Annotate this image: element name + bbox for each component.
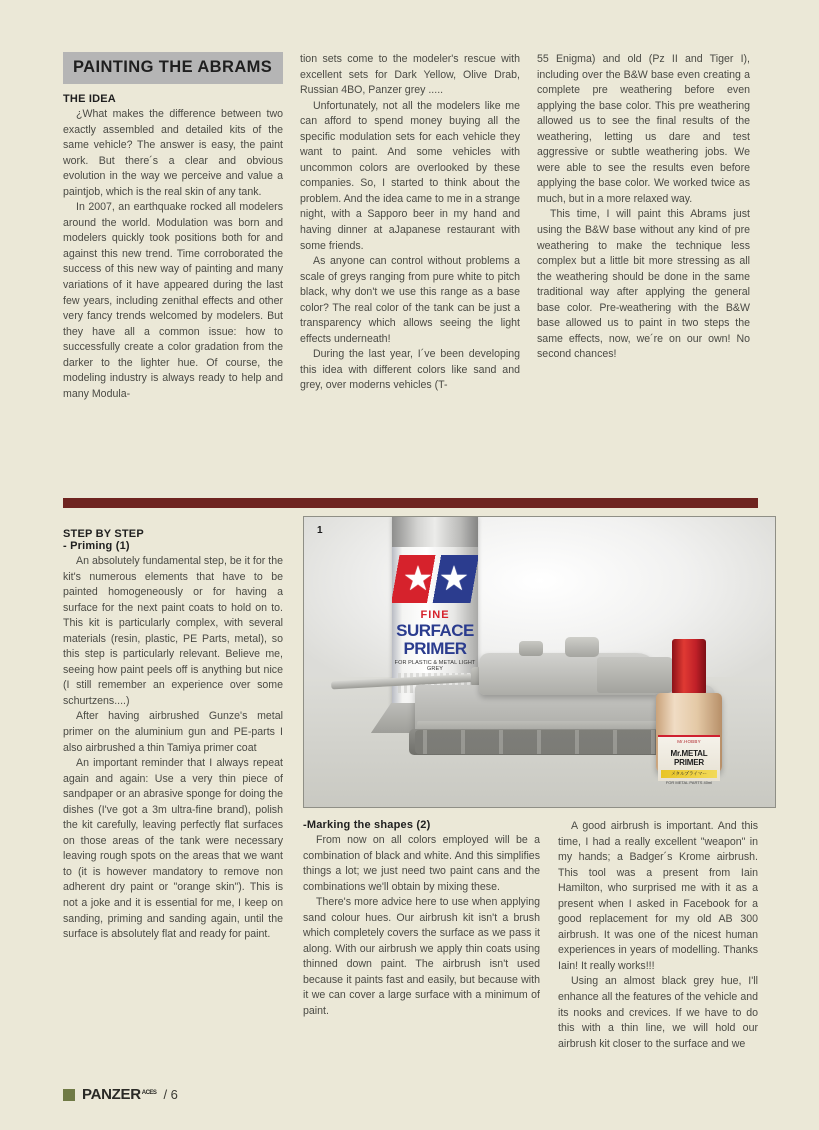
paragraph: From now on all colors employed will be a combination of black and white. And this simplifies things a lot; we just need two paint cans and the combinations we'll obtain by mixing these. [303,834,540,893]
bottle-yellow-strip [661,770,717,778]
paragraph: tion sets come to the modeler's rescue with excellent sets for Dark Yellow, Olive Drab, Russian 4BO, Panzer grey ..... [300,53,520,97]
article-top-block [63,52,758,402]
paragraph: Unfortunately, not all the modelers like me can afford to spend money buying all the specific modulation sets for each vehicle they want to paint. And some vehicles with uncommon colors are overlooked by these companies. So, I started to think about the problem. And the idea came to me in a strange night, with a Sapporo beer in my hand and having dinner at aJapanese restaurant with some friends. [300,99,520,252]
footer-brand [82,1086,156,1103]
section-divider [63,498,758,508]
paragraph: Using an almost black grey hue, I'll enhance all the features of the vehicle and its nooks and crevices. If we have to do this with a thin line, we will hold our airbrush kit closer to the surface and we [558,975,758,1050]
page-footer [63,1086,178,1103]
paragraph: There's more advice here to use when applying sand colour hues. Our airbrush kit isn't a brush which completely covers the surface as we pass it along. With our airbrush we apply thin coats using thinned down paint. The airbrush isn't used because it paints fast and easily, but because with it we can cover a large surface with a minimum of paint. [303,896,540,1018]
paragraph: A good airbrush is important. And this time, I had a really excellent "weapon" in my hands; a Badger´s Krome airbrush. This tool was a present from Iain Hamilton, who surprised me with it as a present when I asked in Facebook for a good replacement for my old AB 300 airbrush. It was one of the nicest human experiences in years of modelling. Thanks Iain! It really works!!! [558,820,758,972]
bottle-brand-text: Mr.HOBBY [677,739,701,744]
article-title-bar [63,52,283,84]
paragraph: This time, I will paint this Abrams just using the B&W base without any kind of pre weathering to make the technique less complex but a little bit more stressing as all the weathering should be done in the same traditional way after applying the general base color. Pre-weathering with the B&W base allowed us to paint in two steps the same effects, now, we´re on our own! No second chances! [537,208,750,361]
paragraph: 55 Enigma) and old (Pz II and Tiger I), including over the B&W base even creating a complete pre weathering before even applying the base color. This pre weathering allowed us to see the final results of the weathering, letting us dare and test aggressive or subtle weathering jobs. We were able to see the results even before applying the base color. We worked twice as much, but in a more relaxed way. [537,53,750,205]
page-title: PAINTING THE ABRAMS [73,58,273,76]
bottle-bottom-text: FOR METAL PARTS 40ml [665,780,713,785]
paragraph: An absolutely fundamental step, be it for the kit's numerous elements that have to be painted homogeneously or for having a surface for the next paint coats to hold on to. This kit is particularly complex, with several materials (resin, plastic, PE Parts, metal), so this step is particularly relevant. Believe me, seeing how paint peels off is anything but nice (I still remember an experience over some schurtzens....) [63,555,283,707]
paragraph: As anyone can control without problems a scale of greys ranging from pure white to pitch black, why don't we use this range as a base color? The real color of the tank can be just a transparency which allows seeing the light effects underneath! [300,255,520,345]
can-fine-text: FINE [420,609,450,621]
can-line2-text: PRIMER [403,639,467,658]
tamiya-star-graphic [392,555,478,603]
tank-commander-cupola [565,637,599,657]
can-line1-text: SURFACE [396,621,474,640]
bottle-body [656,693,722,785]
bottle-cap [672,639,706,695]
footer-brand-mark: ACES [141,1090,157,1096]
page-number: / 6 [163,1087,178,1102]
can-cap [392,516,478,548]
marking-shapes-column [303,819,540,1020]
paragraph: In 2007, an earthquake rocked all modelers around the world. Modulation was born and modelers quickly took positions both for and against this new trend. Time corroborated the success of this new way of painting and many variations of it have appeared during the last few years, including zenithal effects and other very fancy trends welcomed by modelers. But they have all a common issue: how to successfully create a color gradation from the darker to the lighter hue. Of course, the modeling industry is always ready to help and many Modula- [63,201,283,400]
tank-photo [303,516,776,808]
article-column-1 [63,52,283,402]
paragraph: After having airbrushed Gunze's metal primer on the aluminium gun and PE-parts I also airbrushed a thin Tamiya primer coat [63,710,283,754]
priming-subheading: - Priming (1) [63,540,130,552]
step-by-step-heading: STEP BY STEP [63,528,144,540]
paragraph: ¿What makes the difference between two exactly assembled and detailed kits of the same vehicle? The answer is easy, the paint work. But there´s a clear and obvious evolution in the way we perceive and value a paintjob, which is the real skin of any tank. [63,108,283,198]
bottle-label [658,735,720,785]
can-sub-text: FOR PLASTIC & METAL LIGHT GREY [394,660,476,672]
marking-subheading: -Marking the shapes (2) [303,819,431,831]
tank-loader-hatch [519,641,543,656]
photo-number-label: 1 [317,525,323,536]
footer-brand-text: PANZER [82,1086,141,1103]
article-column-3 [537,52,750,402]
article-subheading: THE IDEA [63,93,116,105]
metal-primer-bottle [656,665,722,785]
bottle-strip-text: メタルプライマー [671,771,707,776]
step-by-step-column [63,528,283,943]
bottle-main-text: Mr.METAL PRIMER [670,749,708,767]
article-column-2 [300,52,520,402]
paragraph: During the last year, I´ve been developing this idea with different colors like sand and grey, over moderns vehicles (T- [300,348,520,392]
footer-square-icon [63,1089,75,1101]
paragraph: An important reminder that I always repeat again and again: Use a very thin piece of sandpaper or an abrasive sponge for doing the dishes (I've got a 3m ultra-fine brand), polish the kit carefully, leaving perfectly flat surfaces on those areas of the tank were necessary leaving rough spots on the areas that we want to (it is however mandatory to remove non adherent dry paint or "orange skin"). This is not a joke and it is essential for me, I keep on sanding, priming and sanding again, until the surface is absolutely flat and ready for paint. [63,757,283,941]
airbrush-column [558,819,758,1052]
